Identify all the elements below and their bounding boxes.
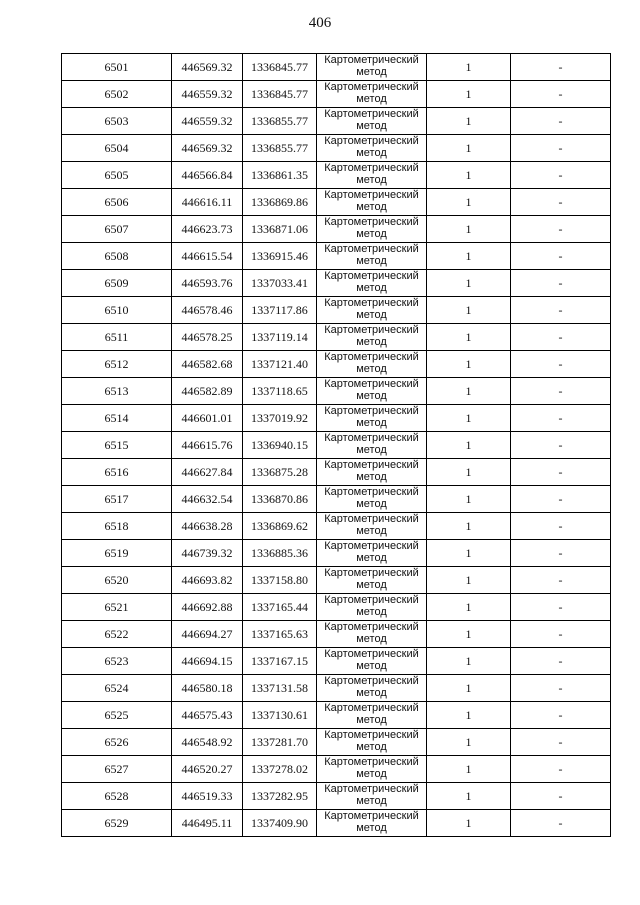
method-cell bbox=[317, 513, 427, 540]
y-coordinate-cell: 1337165.44 bbox=[243, 594, 317, 621]
table-row bbox=[62, 189, 611, 216]
y-coordinate-cell: 1337118.65 bbox=[243, 378, 317, 405]
point-number-cell: 6527 bbox=[62, 756, 172, 783]
note-cell: - bbox=[511, 432, 611, 459]
y-coordinate-cell: 1336940.15 bbox=[243, 432, 317, 459]
method-line-1: Картометрический bbox=[324, 810, 419, 822]
method-cell bbox=[317, 702, 427, 729]
point-number-cell: 6501 bbox=[62, 54, 172, 81]
method-cell bbox=[317, 189, 427, 216]
accuracy-cell: 1 bbox=[427, 621, 511, 648]
accuracy-cell: 1 bbox=[427, 270, 511, 297]
method-line-1: Картометрический bbox=[324, 216, 419, 228]
x-coordinate-cell: 446693.82 bbox=[172, 567, 243, 594]
x-coordinate-cell: 446601.01 bbox=[172, 405, 243, 432]
method-line-1: Картометрический bbox=[324, 270, 419, 282]
table-row bbox=[62, 810, 611, 837]
y-coordinate-cell: 1336845.77 bbox=[243, 54, 317, 81]
accuracy-cell: 1 bbox=[427, 486, 511, 513]
note-cell: - bbox=[511, 405, 611, 432]
point-number-cell: 6519 bbox=[62, 540, 172, 567]
table-row bbox=[62, 297, 611, 324]
table-row bbox=[62, 378, 611, 405]
point-number-cell: 6515 bbox=[62, 432, 172, 459]
method-line-1: Картометрический bbox=[324, 432, 419, 444]
table-row bbox=[62, 702, 611, 729]
point-number-cell: 6505 bbox=[62, 162, 172, 189]
table-row bbox=[62, 756, 611, 783]
method-cell bbox=[317, 324, 427, 351]
x-coordinate-cell: 446694.15 bbox=[172, 648, 243, 675]
method-line-2: метод bbox=[356, 741, 387, 753]
y-coordinate-cell: 1337282.95 bbox=[243, 783, 317, 810]
point-number-cell: 6503 bbox=[62, 108, 172, 135]
point-number-cell: 6524 bbox=[62, 675, 172, 702]
method-line-1: Картометрический bbox=[324, 405, 419, 417]
y-coordinate-cell: 1336869.86 bbox=[243, 189, 317, 216]
y-coordinate-cell: 1337281.70 bbox=[243, 729, 317, 756]
note-cell: - bbox=[511, 135, 611, 162]
method-line-2: метод bbox=[356, 147, 387, 159]
x-coordinate-cell: 446569.32 bbox=[172, 54, 243, 81]
coordinates-table-body bbox=[62, 54, 611, 837]
method-cell bbox=[317, 567, 427, 594]
table-row bbox=[62, 54, 611, 81]
note-cell: - bbox=[511, 486, 611, 513]
method-cell bbox=[317, 297, 427, 324]
accuracy-cell: 1 bbox=[427, 108, 511, 135]
method-line-2: метод bbox=[356, 660, 387, 672]
point-number-cell: 6518 bbox=[62, 513, 172, 540]
y-coordinate-cell: 1336875.28 bbox=[243, 459, 317, 486]
accuracy-cell: 1 bbox=[427, 81, 511, 108]
note-cell: - bbox=[511, 81, 611, 108]
table-row bbox=[62, 216, 611, 243]
note-cell: - bbox=[511, 351, 611, 378]
y-coordinate-cell: 1337278.02 bbox=[243, 756, 317, 783]
x-coordinate-cell: 446520.27 bbox=[172, 756, 243, 783]
table-row bbox=[62, 648, 611, 675]
point-number-cell: 6520 bbox=[62, 567, 172, 594]
point-number-cell: 6516 bbox=[62, 459, 172, 486]
method-line-1: Картометрический bbox=[324, 459, 419, 471]
method-line-2: метод bbox=[356, 336, 387, 348]
point-number-cell: 6523 bbox=[62, 648, 172, 675]
y-coordinate-cell: 1336855.77 bbox=[243, 108, 317, 135]
method-line-2: метод bbox=[356, 444, 387, 456]
accuracy-cell: 1 bbox=[427, 540, 511, 567]
method-line-1: Картометрический bbox=[324, 729, 419, 741]
y-coordinate-cell: 1337165.63 bbox=[243, 621, 317, 648]
note-cell: - bbox=[511, 459, 611, 486]
method-line-2: метод bbox=[356, 471, 387, 483]
point-number-cell: 6508 bbox=[62, 243, 172, 270]
table-row bbox=[62, 162, 611, 189]
table-row bbox=[62, 675, 611, 702]
table-row bbox=[62, 243, 611, 270]
accuracy-cell: 1 bbox=[427, 297, 511, 324]
method-line-1: Картометрический bbox=[324, 594, 419, 606]
y-coordinate-cell: 1336845.77 bbox=[243, 81, 317, 108]
x-coordinate-cell: 446593.76 bbox=[172, 270, 243, 297]
method-cell bbox=[317, 351, 427, 378]
table-row bbox=[62, 621, 611, 648]
note-cell: - bbox=[511, 270, 611, 297]
method-line-2: метод bbox=[356, 201, 387, 213]
table-row bbox=[62, 567, 611, 594]
x-coordinate-cell: 446638.28 bbox=[172, 513, 243, 540]
method-line-2: метод bbox=[356, 687, 387, 699]
method-line-1: Картометрический bbox=[324, 135, 419, 147]
note-cell: - bbox=[511, 189, 611, 216]
y-coordinate-cell: 1337131.58 bbox=[243, 675, 317, 702]
note-cell: - bbox=[511, 594, 611, 621]
x-coordinate-cell: 446623.73 bbox=[172, 216, 243, 243]
accuracy-cell: 1 bbox=[427, 459, 511, 486]
coordinates-table bbox=[61, 53, 611, 837]
point-number-cell: 6512 bbox=[62, 351, 172, 378]
point-number-cell: 6513 bbox=[62, 378, 172, 405]
method-line-1: Картометрический bbox=[324, 81, 419, 93]
method-line-1: Картометрический bbox=[324, 513, 419, 525]
x-coordinate-cell: 446582.89 bbox=[172, 378, 243, 405]
x-coordinate-cell: 446615.76 bbox=[172, 432, 243, 459]
method-cell bbox=[317, 108, 427, 135]
method-cell bbox=[317, 486, 427, 513]
method-cell bbox=[317, 162, 427, 189]
table-row bbox=[62, 135, 611, 162]
note-cell: - bbox=[511, 648, 611, 675]
table-row bbox=[62, 405, 611, 432]
method-cell bbox=[317, 621, 427, 648]
y-coordinate-cell: 1337158.80 bbox=[243, 567, 317, 594]
note-cell: - bbox=[511, 513, 611, 540]
y-coordinate-cell: 1337119.14 bbox=[243, 324, 317, 351]
method-line-2: метод bbox=[356, 363, 387, 375]
method-cell bbox=[317, 54, 427, 81]
point-number-cell: 6517 bbox=[62, 486, 172, 513]
method-line-1: Картометрический bbox=[324, 297, 419, 309]
method-cell bbox=[317, 378, 427, 405]
accuracy-cell: 1 bbox=[427, 432, 511, 459]
method-line-2: метод bbox=[356, 255, 387, 267]
point-number-cell: 6528 bbox=[62, 783, 172, 810]
table-row bbox=[62, 486, 611, 513]
y-coordinate-cell: 1337033.41 bbox=[243, 270, 317, 297]
method-cell bbox=[317, 405, 427, 432]
x-coordinate-cell: 446575.43 bbox=[172, 702, 243, 729]
method-line-2: метод bbox=[356, 174, 387, 186]
y-coordinate-cell: 1337409.90 bbox=[243, 810, 317, 837]
point-number-cell: 6507 bbox=[62, 216, 172, 243]
point-number-cell: 6514 bbox=[62, 405, 172, 432]
method-cell bbox=[317, 675, 427, 702]
method-cell bbox=[317, 216, 427, 243]
table-row bbox=[62, 324, 611, 351]
x-coordinate-cell: 446632.54 bbox=[172, 486, 243, 513]
x-coordinate-cell: 446694.27 bbox=[172, 621, 243, 648]
note-cell: - bbox=[511, 108, 611, 135]
method-line-2: метод bbox=[356, 714, 387, 726]
method-line-2: метод bbox=[356, 552, 387, 564]
method-line-1: Картометрический bbox=[324, 486, 419, 498]
method-line-1: Картометрический bbox=[324, 324, 419, 336]
method-line-1: Картометрический bbox=[324, 351, 419, 363]
method-line-1: Картометрический bbox=[324, 108, 419, 120]
note-cell: - bbox=[511, 324, 611, 351]
y-coordinate-cell: 1337019.92 bbox=[243, 405, 317, 432]
x-coordinate-cell: 446692.88 bbox=[172, 594, 243, 621]
x-coordinate-cell: 446569.32 bbox=[172, 135, 243, 162]
x-coordinate-cell: 446578.25 bbox=[172, 324, 243, 351]
note-cell: - bbox=[511, 675, 611, 702]
method-line-2: метод bbox=[356, 633, 387, 645]
method-line-2: метод bbox=[356, 309, 387, 321]
method-cell bbox=[317, 243, 427, 270]
method-line-1: Картометрический bbox=[324, 162, 419, 174]
y-coordinate-cell: 1336870.86 bbox=[243, 486, 317, 513]
table-row bbox=[62, 540, 611, 567]
method-line-1: Картометрический bbox=[324, 540, 419, 552]
table-row bbox=[62, 81, 611, 108]
x-coordinate-cell: 446616.11 bbox=[172, 189, 243, 216]
y-coordinate-cell: 1336885.36 bbox=[243, 540, 317, 567]
point-number-cell: 6506 bbox=[62, 189, 172, 216]
point-number-cell: 6504 bbox=[62, 135, 172, 162]
note-cell: - bbox=[511, 756, 611, 783]
accuracy-cell: 1 bbox=[427, 54, 511, 81]
method-line-2: метод bbox=[356, 498, 387, 510]
method-cell bbox=[317, 648, 427, 675]
note-cell: - bbox=[511, 54, 611, 81]
method-cell bbox=[317, 810, 427, 837]
x-coordinate-cell: 446627.84 bbox=[172, 459, 243, 486]
note-cell: - bbox=[511, 567, 611, 594]
x-coordinate-cell: 446548.92 bbox=[172, 729, 243, 756]
table-row bbox=[62, 351, 611, 378]
table-row bbox=[62, 432, 611, 459]
method-cell bbox=[317, 729, 427, 756]
method-line-1: Картометрический bbox=[324, 702, 419, 714]
method-cell bbox=[317, 783, 427, 810]
accuracy-cell: 1 bbox=[427, 594, 511, 621]
x-coordinate-cell: 446566.84 bbox=[172, 162, 243, 189]
point-number-cell: 6526 bbox=[62, 729, 172, 756]
y-coordinate-cell: 1337130.61 bbox=[243, 702, 317, 729]
x-coordinate-cell: 446559.32 bbox=[172, 108, 243, 135]
accuracy-cell: 1 bbox=[427, 135, 511, 162]
y-coordinate-cell: 1337121.40 bbox=[243, 351, 317, 378]
method-line-2: метод bbox=[356, 93, 387, 105]
method-line-1: Картометрический bbox=[324, 675, 419, 687]
method-line-1: Картометрический bbox=[324, 378, 419, 390]
y-coordinate-cell: 1336871.06 bbox=[243, 216, 317, 243]
note-cell: - bbox=[511, 729, 611, 756]
accuracy-cell: 1 bbox=[427, 729, 511, 756]
accuracy-cell: 1 bbox=[427, 648, 511, 675]
table-row bbox=[62, 270, 611, 297]
accuracy-cell: 1 bbox=[427, 324, 511, 351]
note-cell: - bbox=[511, 297, 611, 324]
note-cell: - bbox=[511, 621, 611, 648]
note-cell: - bbox=[511, 162, 611, 189]
x-coordinate-cell: 446559.32 bbox=[172, 81, 243, 108]
method-cell bbox=[317, 432, 427, 459]
accuracy-cell: 1 bbox=[427, 189, 511, 216]
point-number-cell: 6521 bbox=[62, 594, 172, 621]
method-line-2: метод bbox=[356, 417, 387, 429]
point-number-cell: 6529 bbox=[62, 810, 172, 837]
point-number-cell: 6525 bbox=[62, 702, 172, 729]
table-row bbox=[62, 729, 611, 756]
accuracy-cell: 1 bbox=[427, 405, 511, 432]
note-cell: - bbox=[511, 243, 611, 270]
x-coordinate-cell: 446615.54 bbox=[172, 243, 243, 270]
method-cell bbox=[317, 270, 427, 297]
accuracy-cell: 1 bbox=[427, 783, 511, 810]
accuracy-cell: 1 bbox=[427, 243, 511, 270]
method-line-2: метод bbox=[356, 66, 387, 78]
method-line-2: метод bbox=[356, 390, 387, 402]
method-line-2: метод bbox=[356, 579, 387, 591]
note-cell: - bbox=[511, 216, 611, 243]
method-line-1: Картометрический bbox=[324, 783, 419, 795]
table-row bbox=[62, 594, 611, 621]
method-line-2: метод bbox=[356, 525, 387, 537]
point-number-cell: 6511 bbox=[62, 324, 172, 351]
method-line-2: метод bbox=[356, 282, 387, 294]
note-cell: - bbox=[511, 783, 611, 810]
x-coordinate-cell: 446578.46 bbox=[172, 297, 243, 324]
accuracy-cell: 1 bbox=[427, 351, 511, 378]
x-coordinate-cell: 446495.11 bbox=[172, 810, 243, 837]
x-coordinate-cell: 446519.33 bbox=[172, 783, 243, 810]
method-line-1: Картометрический bbox=[324, 648, 419, 660]
point-number-cell: 6510 bbox=[62, 297, 172, 324]
method-cell bbox=[317, 81, 427, 108]
y-coordinate-cell: 1337117.86 bbox=[243, 297, 317, 324]
note-cell: - bbox=[511, 378, 611, 405]
x-coordinate-cell: 446582.68 bbox=[172, 351, 243, 378]
table-row bbox=[62, 513, 611, 540]
note-cell: - bbox=[511, 810, 611, 837]
method-cell bbox=[317, 594, 427, 621]
method-line-1: Картометрический bbox=[324, 756, 419, 768]
method-cell bbox=[317, 756, 427, 783]
accuracy-cell: 1 bbox=[427, 675, 511, 702]
accuracy-cell: 1 bbox=[427, 513, 511, 540]
accuracy-cell: 1 bbox=[427, 810, 511, 837]
accuracy-cell: 1 bbox=[427, 702, 511, 729]
point-number-cell: 6509 bbox=[62, 270, 172, 297]
method-cell bbox=[317, 540, 427, 567]
method-line-1: Картометрический bbox=[324, 243, 419, 255]
table-row bbox=[62, 459, 611, 486]
accuracy-cell: 1 bbox=[427, 162, 511, 189]
point-number-cell: 6502 bbox=[62, 81, 172, 108]
y-coordinate-cell: 1336861.35 bbox=[243, 162, 317, 189]
accuracy-cell: 1 bbox=[427, 756, 511, 783]
table-row bbox=[62, 783, 611, 810]
method-line-2: метод bbox=[356, 606, 387, 618]
point-number-cell: 6522 bbox=[62, 621, 172, 648]
method-line-2: метод bbox=[356, 120, 387, 132]
note-cell: - bbox=[511, 702, 611, 729]
accuracy-cell: 1 bbox=[427, 378, 511, 405]
accuracy-cell: 1 bbox=[427, 567, 511, 594]
y-coordinate-cell: 1337167.15 bbox=[243, 648, 317, 675]
method-line-1: Картометрический bbox=[324, 54, 419, 66]
method-cell bbox=[317, 135, 427, 162]
note-cell: - bbox=[511, 540, 611, 567]
method-line-2: метод bbox=[356, 228, 387, 240]
method-cell bbox=[317, 459, 427, 486]
method-line-2: метод bbox=[356, 795, 387, 807]
y-coordinate-cell: 1336855.77 bbox=[243, 135, 317, 162]
method-line-2: метод bbox=[356, 768, 387, 780]
method-line-1: Картометрический bbox=[324, 189, 419, 201]
accuracy-cell: 1 bbox=[427, 216, 511, 243]
method-line-2: метод bbox=[356, 822, 387, 834]
x-coordinate-cell: 446580.18 bbox=[172, 675, 243, 702]
method-line-1: Картометрический bbox=[324, 567, 419, 579]
y-coordinate-cell: 1336915.46 bbox=[243, 243, 317, 270]
page-number: 406 bbox=[308, 15, 332, 31]
method-line-1: Картометрический bbox=[324, 621, 419, 633]
x-coordinate-cell: 446739.32 bbox=[172, 540, 243, 567]
y-coordinate-cell: 1336869.62 bbox=[243, 513, 317, 540]
table-row bbox=[62, 108, 611, 135]
